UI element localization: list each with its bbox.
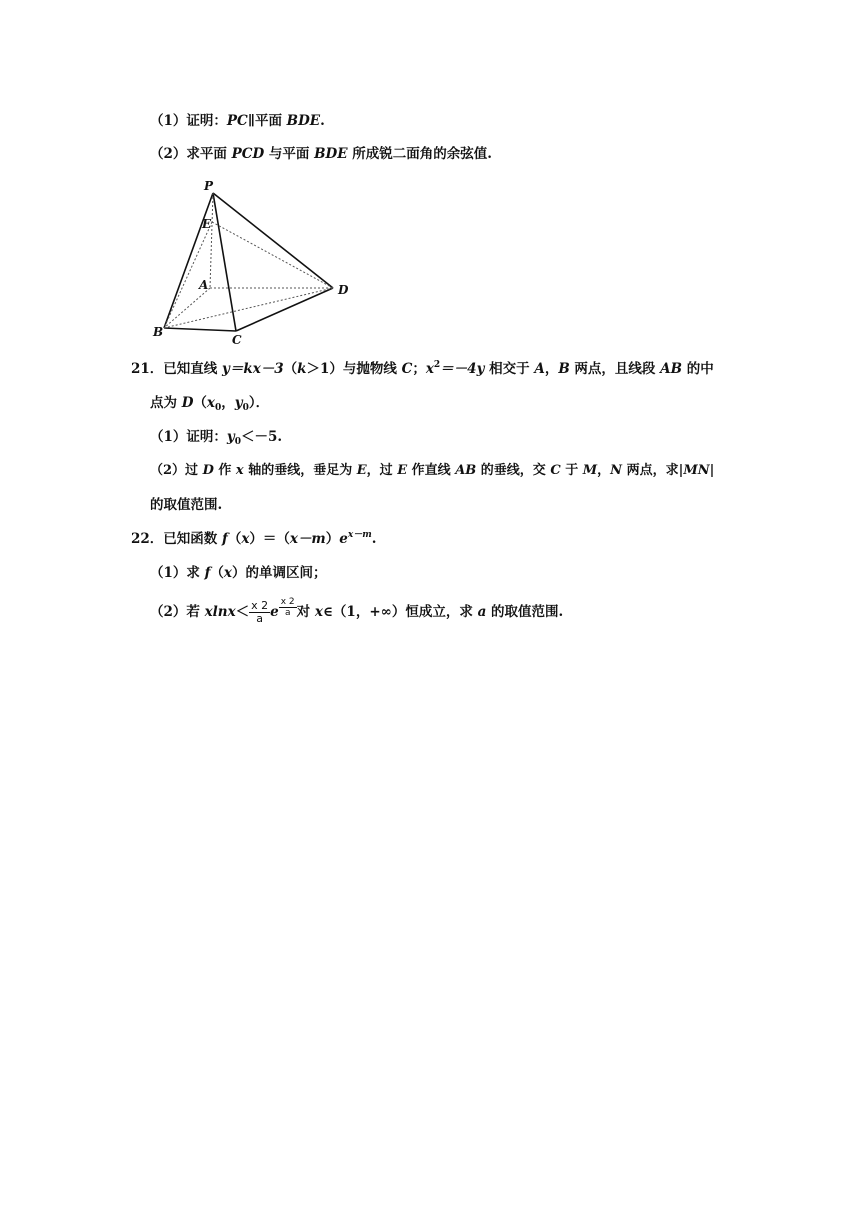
q22-part2-aa: a	[477, 604, 487, 620]
q21-part2-mn: MN	[683, 463, 710, 478]
q22-part1-f: f	[204, 565, 211, 581]
label-b: B	[153, 325, 164, 339]
q22-part2-e: e	[270, 604, 279, 620]
q22-part2-a: （2）若	[150, 604, 205, 620]
q21-eq-x: x	[425, 361, 434, 377]
q22-frac2-num: x 2	[280, 597, 295, 607]
q22-fraction-2	[279, 597, 297, 618]
q21-part1-y: y	[226, 429, 235, 445]
q21-part2-line2-text: 的取值范围.	[150, 497, 223, 513]
q22-x2: x	[289, 531, 298, 547]
q21-line2-a: 点为	[150, 395, 182, 411]
q22-x: x	[241, 531, 250, 547]
q21-y0: y	[234, 395, 243, 411]
q22-part2-d: 的取值范围.	[486, 604, 564, 620]
label-c: C	[232, 333, 242, 346]
q21-part2-e2: E	[397, 463, 408, 478]
q21-line2-open: （	[193, 395, 207, 411]
q21-part1-rest: ＜－5.	[241, 429, 283, 445]
q22-number: 22．	[131, 531, 164, 547]
q21-part2-f: 作直线	[407, 463, 456, 478]
q21-pt-d: D	[181, 395, 194, 411]
q21-text-d: 的中	[682, 361, 714, 377]
q21-text-a: 已知直线	[163, 361, 222, 377]
q21-y0-sub: 0	[242, 403, 249, 413]
q22-part2-xlnx: xlnx	[204, 604, 236, 620]
q21-seg-ab: AB	[660, 361, 683, 377]
q21-eq-x-sup: 2	[433, 360, 441, 370]
q21-eq-line: y＝kx－3	[222, 361, 284, 377]
q21-line2	[150, 394, 269, 414]
q21-part2-d: D	[202, 463, 214, 478]
q22-part1-c: ）的单调区间；	[231, 565, 327, 581]
q22-part2	[150, 597, 564, 625]
q21-cond-k: k	[297, 361, 307, 377]
q22-minus-m: －m	[297, 531, 326, 547]
q21-part2	[150, 462, 714, 480]
q22-part1-x: x	[223, 565, 232, 581]
q20-part2-end: 所成锐二面角的余弦值.	[347, 146, 492, 162]
q22-frac2-den: a	[284, 608, 291, 618]
q22-frac1-num: x 2	[251, 599, 269, 612]
edge-pc	[213, 193, 236, 331]
q22-fraction-1	[249, 600, 270, 625]
q22-part1-b: （	[210, 565, 224, 581]
q21-x0-sub: 0	[214, 403, 222, 413]
q20-part2-mid: 与平面	[264, 146, 315, 162]
q21-part2-g: 的垂线，交	[476, 463, 551, 478]
edge-bc	[164, 328, 236, 331]
q21-curve-c: C	[401, 361, 413, 377]
q22-e-sup: x－m	[347, 530, 372, 540]
q22-part2-lt: ＜	[235, 604, 250, 620]
q20-part2	[150, 145, 492, 163]
edge-ed	[212, 222, 333, 288]
q22-text-a: 已知函数	[163, 531, 222, 547]
q21-part1-sub: 0	[234, 437, 242, 447]
q20-part1-parallel: ∥	[247, 113, 255, 129]
q21-part2-x: x	[235, 463, 244, 478]
edge-pa	[210, 193, 213, 288]
q20-part1	[150, 112, 325, 130]
q21-part2-b: 作	[213, 463, 236, 478]
edge-cd	[236, 288, 333, 331]
q21-number: 21．	[131, 361, 164, 377]
q22-end: .	[371, 531, 377, 547]
q20-part1-mid: 平面	[254, 113, 287, 129]
q21-part2-cc: C	[550, 463, 561, 478]
q21-part2-c: 轴的垂线，垂足为	[243, 463, 357, 478]
q20-part1-bde: BDE	[286, 113, 321, 129]
q20-part1-prefix: （1）证明：	[150, 113, 227, 129]
label-a: A	[199, 278, 209, 292]
q21-comma1: ，	[544, 361, 559, 377]
q21-line2-close: ）．	[248, 395, 270, 411]
q21-part2-n: N	[610, 463, 623, 478]
q21-part2-d2: ，过	[366, 463, 398, 478]
q21-text-c: 两点，且线段	[569, 361, 661, 377]
q21-pt-b: B	[558, 361, 570, 377]
q20-part2-prefix: （2）求平面	[150, 146, 232, 162]
q21-cond-open: （	[283, 361, 298, 377]
q22-part2-c: ∈（1，+∞）恒成立，求	[322, 604, 478, 620]
q20-part1-pc: PC	[226, 113, 248, 129]
q22-part2-b: 对	[296, 604, 315, 620]
label-e: E	[202, 217, 212, 231]
q21-part1-prefix: （1）证明：	[150, 429, 227, 445]
q22-part1	[150, 564, 326, 582]
pyramid-figure	[150, 178, 360, 346]
edge-pb	[164, 193, 213, 328]
q21-part2-i: ，	[597, 463, 611, 478]
q21-x0: x	[206, 395, 215, 411]
q22-part1-a: （1）求	[150, 565, 205, 581]
q21-part2-m: M	[582, 463, 598, 478]
q21-part1	[150, 428, 282, 448]
q21-line1	[131, 360, 714, 380]
q21-eq-rest: ＝－4y	[440, 361, 485, 377]
q21-part2-j: 两点，求|	[622, 463, 684, 478]
q22-line1	[131, 530, 376, 550]
label-p: P	[204, 179, 214, 193]
q21-cond-close: ＞1）与抛物线	[306, 361, 402, 377]
q21-part2-k: |	[709, 463, 715, 478]
q22-close2: ）	[325, 531, 340, 547]
q21-sep: ；	[412, 361, 426, 377]
q20-part2-bde: BDE	[314, 146, 348, 162]
q21-part2-line2	[150, 496, 222, 514]
q22-e: e	[339, 531, 348, 547]
edge-pd	[213, 193, 333, 288]
q22-open: （	[227, 531, 242, 547]
q22-part2-x: x	[314, 604, 323, 620]
q21-pt-a: A	[534, 361, 545, 377]
q21-text-b: 相交于	[484, 361, 535, 377]
q21-part2-h: 于	[560, 463, 583, 478]
q21-part2-e: E	[356, 463, 367, 478]
q22-frac1-den: a	[256, 612, 264, 625]
q22-f: f	[222, 531, 228, 547]
q21-part2-a: （2）过	[150, 463, 203, 478]
q21-line2-comma: ，	[221, 395, 235, 411]
q21-part2-ab: AB	[455, 463, 477, 478]
edge-eb	[164, 222, 212, 328]
q20-part1-end: .	[320, 113, 325, 129]
q20-part2-pcd: PCD	[231, 146, 265, 162]
edge-bd	[164, 288, 333, 328]
pyramid-diagram	[150, 178, 360, 346]
q22-close: ）＝（	[249, 531, 290, 547]
label-d: D	[338, 283, 349, 297]
